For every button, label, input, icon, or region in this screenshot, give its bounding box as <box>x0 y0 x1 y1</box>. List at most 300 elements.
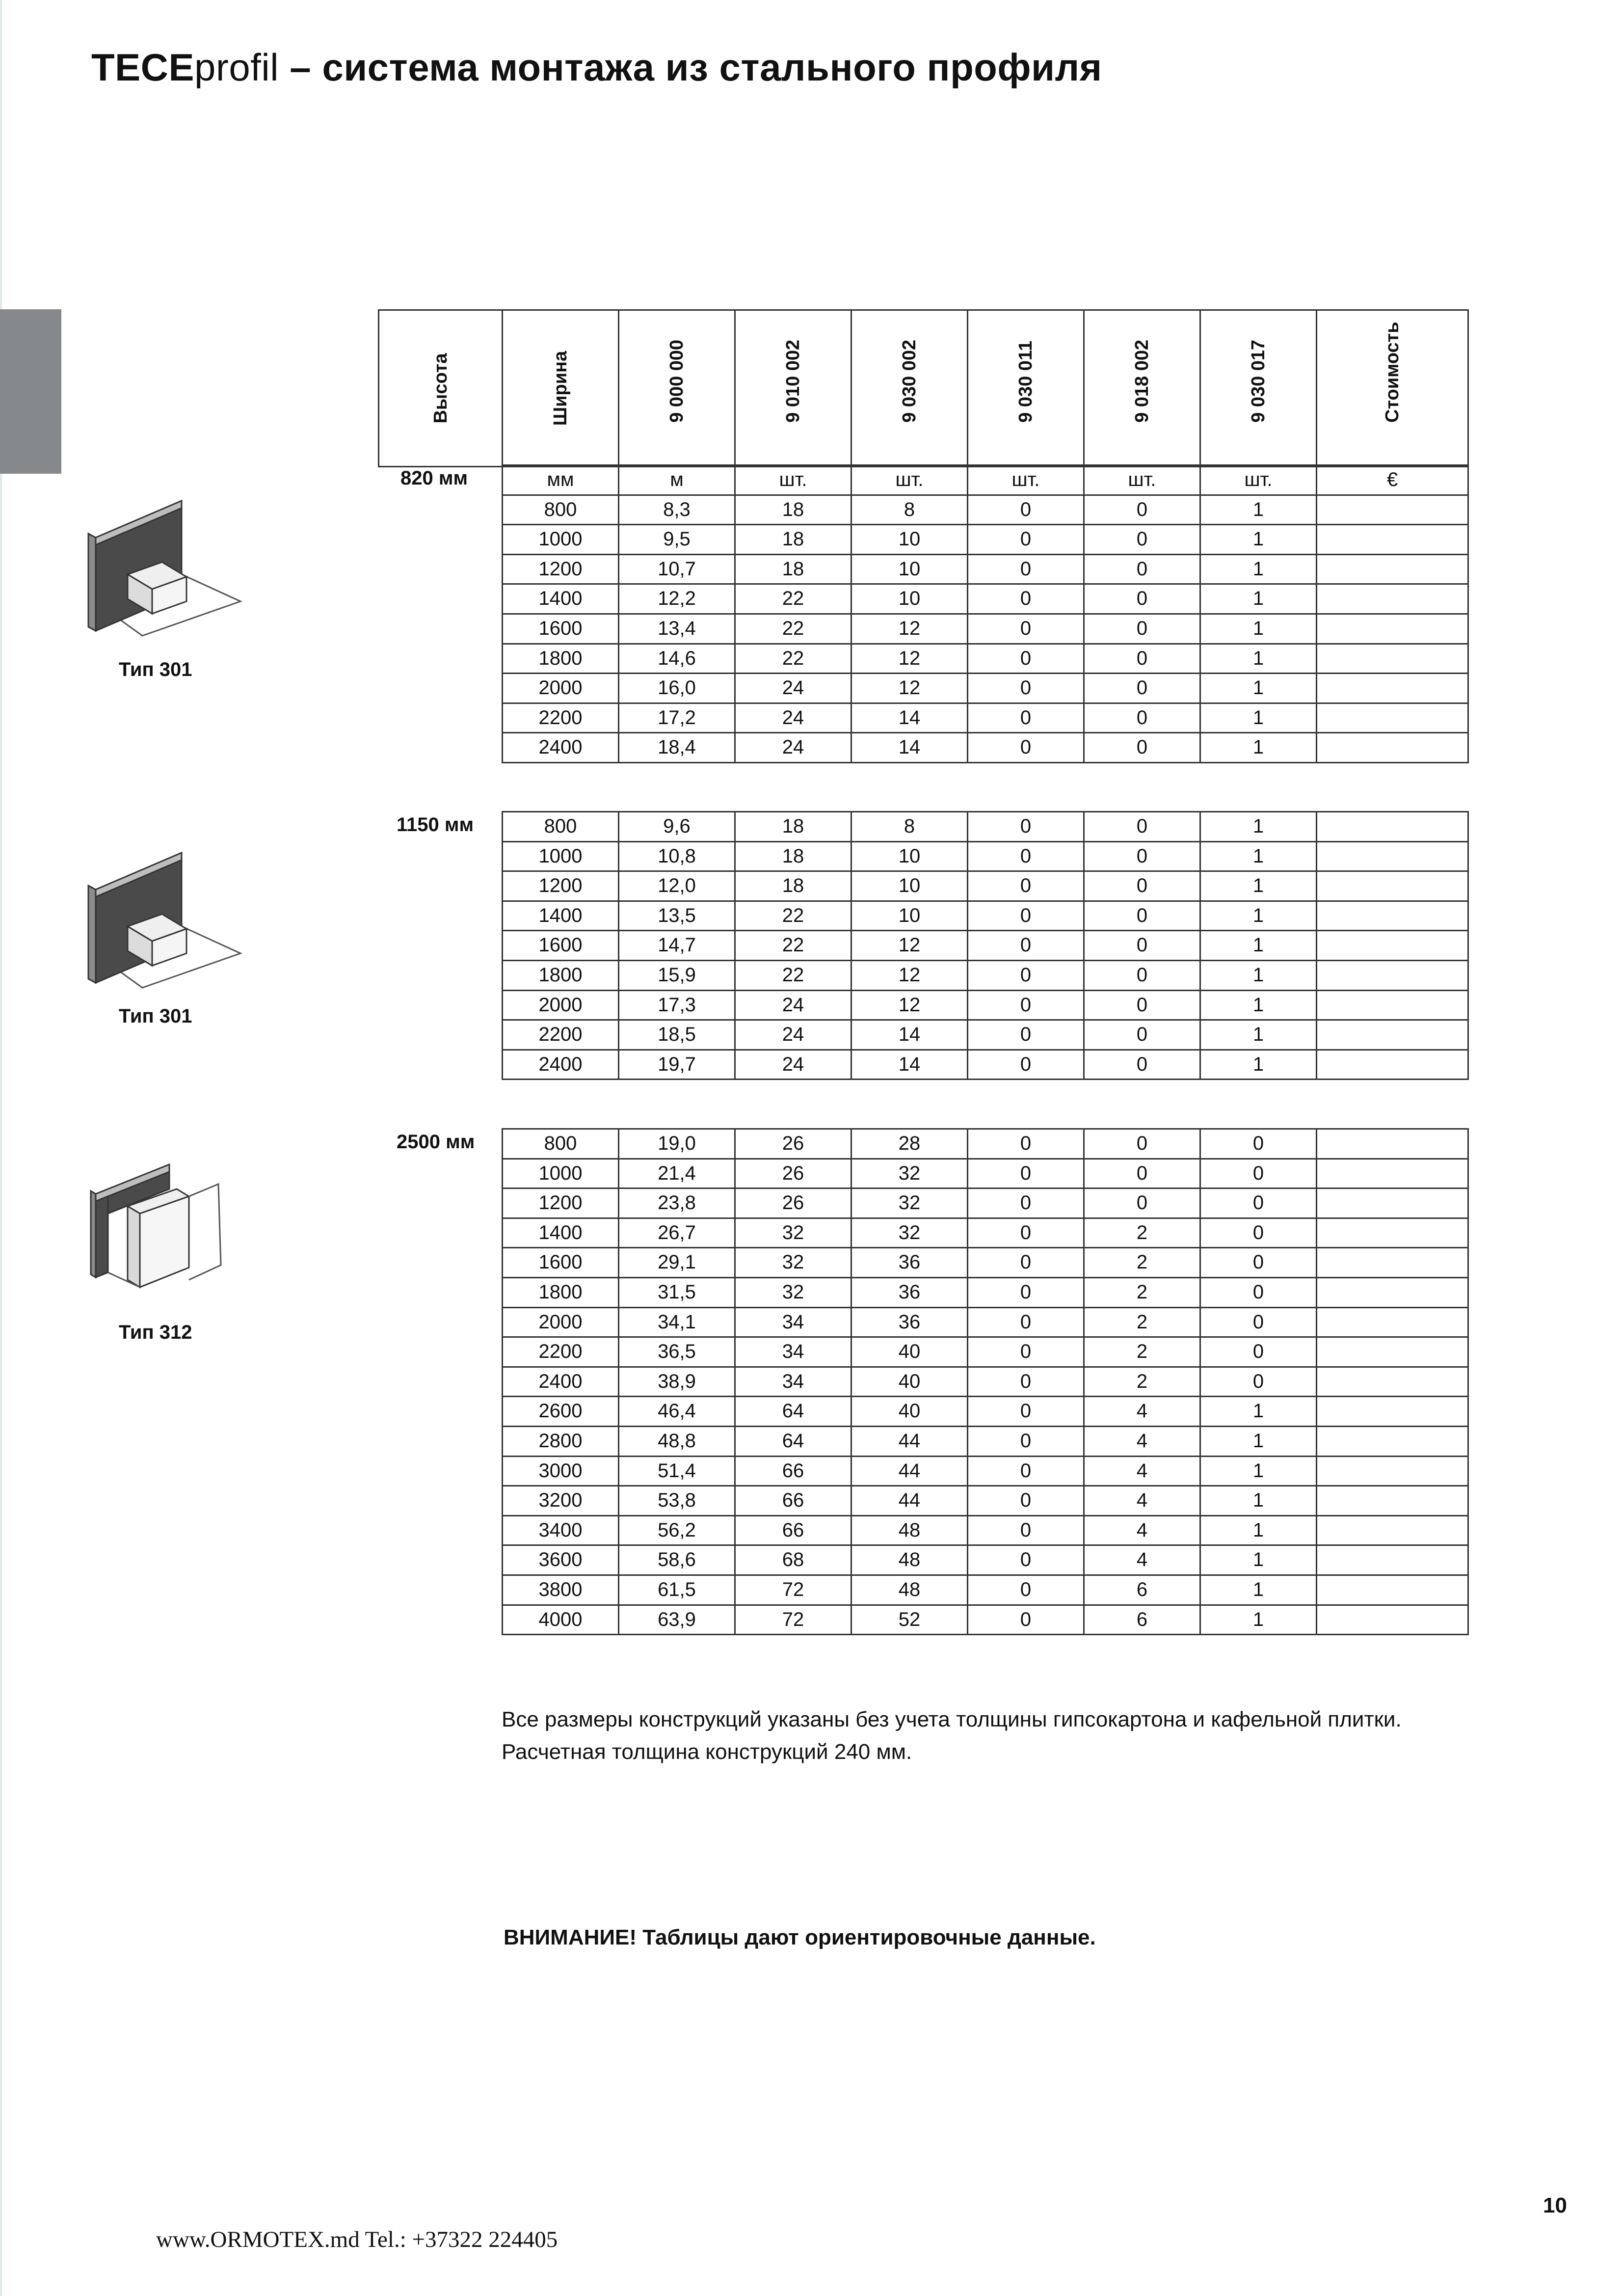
cost-cell[interactable] <box>1317 525 1468 555</box>
table-cell: 0 <box>968 1159 1084 1189</box>
table-row <box>503 674 1468 703</box>
title-rest: – система монтажа из стального профиля <box>279 46 1102 89</box>
table-cell: 64 <box>735 1426 851 1456</box>
table-cell: 3200 <box>503 1486 619 1516</box>
table-cell: 0 <box>968 644 1084 674</box>
column-header-table <box>378 309 1469 467</box>
table-row <box>503 931 1468 961</box>
table-cell: 2200 <box>503 703 619 733</box>
section-height-label: 820 мм <box>400 467 468 489</box>
unit-cell: мм <box>503 465 619 495</box>
cost-cell[interactable] <box>1317 1277 1468 1307</box>
table-cell: 44 <box>851 1486 968 1516</box>
table-row <box>503 1337 1468 1367</box>
table-row <box>503 1426 1468 1456</box>
table-cell: 0 <box>1084 614 1200 644</box>
table-cell: 26 <box>735 1159 851 1189</box>
cost-cell[interactable] <box>1317 931 1468 961</box>
table-cell: 0 <box>968 1050 1084 1080</box>
table-cell: 64 <box>735 1397 851 1427</box>
table-cell: 18 <box>735 525 851 555</box>
table-cell: 10 <box>851 554 968 584</box>
table-cell: 18 <box>735 871 851 901</box>
table-row <box>503 1575 1468 1605</box>
table-cell: 1 <box>1200 1397 1317 1427</box>
col-header-9030002: 9 030 002 <box>851 310 968 467</box>
table-cell: 2000 <box>503 674 619 703</box>
table-row <box>503 1050 1468 1080</box>
table-cell: 0 <box>1084 584 1200 614</box>
table-cell: 1400 <box>503 584 619 614</box>
table-cell: 26 <box>735 1189 851 1218</box>
table-row <box>503 1515 1468 1545</box>
table-cell: 2400 <box>503 1050 619 1080</box>
table-cell: 40 <box>851 1367 968 1397</box>
table-cell: 2 <box>1084 1277 1200 1307</box>
table-cell: 0 <box>968 990 1084 1020</box>
table-cell: 34 <box>735 1367 851 1397</box>
table-cell: 44 <box>851 1456 968 1486</box>
table-cell: 0 <box>968 1397 1084 1427</box>
table-cell: 18,5 <box>619 1020 735 1050</box>
table-cell: 0 <box>968 1189 1084 1218</box>
table-cell: 0 <box>968 703 1084 733</box>
table-cell: 0 <box>968 901 1084 931</box>
table-cell: 14 <box>851 1050 968 1080</box>
table-cell: 1200 <box>503 554 619 584</box>
table-cell: 52 <box>851 1605 968 1635</box>
table-cell: 3800 <box>503 1575 619 1605</box>
table-row <box>503 1545 1468 1575</box>
table-cell: 22 <box>735 644 851 674</box>
unit-cell: шт. <box>968 465 1084 495</box>
table-cell: 18,4 <box>619 733 735 763</box>
table-cell: 48,8 <box>619 1426 735 1456</box>
table-cell: 1000 <box>503 841 619 871</box>
table-cell: 2200 <box>503 1337 619 1367</box>
table-cell: 58,6 <box>619 1545 735 1575</box>
units-row <box>503 465 1468 495</box>
table-row <box>503 554 1468 584</box>
type-label: Тип 301 <box>119 659 192 680</box>
table-cell: 1 <box>1200 554 1317 584</box>
table-cell: 0 <box>968 495 1084 525</box>
table-cell: 800 <box>503 495 619 525</box>
table-cell: 23,8 <box>619 1189 735 1218</box>
cost-cell[interactable] <box>1317 1189 1468 1218</box>
cost-cell[interactable] <box>1317 1050 1468 1080</box>
table-cell: 72 <box>735 1575 851 1605</box>
table-cell: 1 <box>1200 703 1317 733</box>
table-cell: 1200 <box>503 871 619 901</box>
table-cell: 1 <box>1200 674 1317 703</box>
table-cell: 2800 <box>503 1426 619 1456</box>
cost-cell[interactable] <box>1317 901 1468 931</box>
cost-cell[interactable] <box>1317 871 1468 901</box>
table-cell: 1400 <box>503 901 619 931</box>
table-cell: 0 <box>1084 1020 1200 1050</box>
table-cell: 0 <box>1084 990 1200 1020</box>
table-cell: 29,1 <box>619 1248 735 1278</box>
table-cell: 38,9 <box>619 1367 735 1397</box>
table-cell: 0 <box>1084 871 1200 901</box>
table-cell: 18 <box>735 495 851 525</box>
table-cell: 12,0 <box>619 871 735 901</box>
table-cell: 0 <box>968 1605 1084 1635</box>
table-cell: 0 <box>1084 901 1200 931</box>
table-cell: 63,9 <box>619 1605 735 1635</box>
table-cell: 2000 <box>503 1307 619 1337</box>
table-cell: 1 <box>1200 901 1317 931</box>
table-cell: 36,5 <box>619 1337 735 1367</box>
section-side-tab <box>0 309 61 474</box>
table-cell: 2600 <box>503 1397 619 1427</box>
table-row <box>503 1189 1468 1218</box>
page-number: 10 <box>1543 2193 1567 2217</box>
table-cell: 0 <box>968 1426 1084 1456</box>
table-cell: 32 <box>735 1218 851 1248</box>
table-cell: 1600 <box>503 931 619 961</box>
table-cell: 32 <box>851 1159 968 1189</box>
table-cell: 22 <box>735 584 851 614</box>
table-cell: 9,5 <box>619 525 735 555</box>
table-cell: 1 <box>1200 495 1317 525</box>
table-cell: 24 <box>735 733 851 763</box>
table-cell: 1 <box>1200 841 1317 871</box>
table-cell: 4 <box>1084 1397 1200 1427</box>
table-cell: 51,4 <box>619 1456 735 1486</box>
table-cell: 14 <box>851 733 968 763</box>
table-cell: 24 <box>735 1020 851 1050</box>
cost-cell[interactable] <box>1317 1367 1468 1397</box>
table-cell: 2 <box>1084 1367 1200 1397</box>
table-cell: 68 <box>735 1545 851 1575</box>
table-cell: 4 <box>1084 1426 1200 1456</box>
unit-cell: м <box>619 465 735 495</box>
table-cell: 0 <box>1084 495 1200 525</box>
table-cell: 0 <box>968 812 1084 842</box>
cost-cell[interactable] <box>1317 1337 1468 1367</box>
table-cell: 1 <box>1200 1486 1317 1516</box>
table-cell: 66 <box>735 1456 851 1486</box>
cost-cell[interactable] <box>1317 1456 1468 1486</box>
table-cell: 19,7 <box>619 1050 735 1080</box>
table-cell: 1 <box>1200 990 1317 1020</box>
table-cell: 10,7 <box>619 554 735 584</box>
cost-cell[interactable] <box>1317 674 1468 703</box>
table-cell: 1 <box>1200 1575 1317 1605</box>
col-header-cost: Стоимость <box>1317 310 1468 467</box>
table-cell: 66 <box>735 1515 851 1545</box>
unit-cell: шт. <box>851 465 968 495</box>
table-cell: 0 <box>968 1248 1084 1278</box>
table-cell: 1000 <box>503 525 619 555</box>
table-row <box>503 644 1468 674</box>
col-header-9000000: 9 000 000 <box>619 310 735 467</box>
table-cell: 0 <box>1084 812 1200 842</box>
table-cell: 4 <box>1084 1545 1200 1575</box>
table-cell: 0 <box>968 1456 1084 1486</box>
cost-cell[interactable] <box>1317 703 1468 733</box>
table-cell: 0 <box>968 554 1084 584</box>
table-cell: 1 <box>1200 1456 1317 1486</box>
table-cell: 0 <box>1084 674 1200 703</box>
table-cell: 0 <box>1200 1307 1317 1337</box>
table-cell: 16,0 <box>619 674 735 703</box>
table-cell: 26 <box>735 1129 851 1159</box>
table-cell: 40 <box>851 1397 968 1427</box>
spec-table-1150 <box>502 811 1469 1080</box>
table-row <box>503 841 1468 871</box>
table-cell: 0 <box>1084 703 1200 733</box>
table-cell: 4000 <box>503 1605 619 1635</box>
table-cell: 4 <box>1084 1486 1200 1516</box>
table-cell: 1800 <box>503 1277 619 1307</box>
cost-cell[interactable] <box>1317 1307 1468 1337</box>
table-cell: 2400 <box>503 1367 619 1397</box>
warning-text: ВНИМАНИЕ! Таблицы дают ориентировочные данные. <box>504 1925 1096 1949</box>
table-cell: 17,2 <box>619 703 735 733</box>
table-row <box>503 901 1468 931</box>
table-cell: 32 <box>851 1218 968 1248</box>
table-cell: 0 <box>1200 1159 1317 1189</box>
cost-cell[interactable] <box>1317 614 1468 644</box>
table-cell: 0 <box>1084 525 1200 555</box>
cost-cell[interactable] <box>1317 841 1468 871</box>
cost-cell[interactable] <box>1317 554 1468 584</box>
col-header-9010002: 9 010 002 <box>735 310 851 467</box>
wall-frame-type-301-icon <box>83 488 250 650</box>
table-cell: 1 <box>1200 733 1317 763</box>
table-cell: 12 <box>851 960 968 990</box>
table-cell: 1 <box>1200 525 1317 555</box>
table-row <box>503 1218 1468 1248</box>
table-row <box>503 1277 1468 1307</box>
table-cell: 1 <box>1200 1020 1317 1050</box>
table-cell: 1000 <box>503 1159 619 1189</box>
wall-frame-type-312-icon <box>88 1160 236 1297</box>
table-cell: 8 <box>851 812 968 842</box>
unit-cell: шт. <box>1084 465 1200 495</box>
table-row <box>503 1486 1468 1516</box>
table-cell: 1 <box>1200 1515 1317 1545</box>
cost-cell[interactable] <box>1317 1159 1468 1189</box>
table-cell: 1 <box>1200 871 1317 901</box>
table-cell: 24 <box>735 990 851 1020</box>
table-cell: 12,2 <box>619 584 735 614</box>
table-cell: 14 <box>851 703 968 733</box>
table-cell: 0 <box>968 674 1084 703</box>
wall-frame-type-301-icon <box>83 840 250 1002</box>
table-row <box>503 990 1468 1020</box>
unit-cell: € <box>1317 465 1468 495</box>
table-cell: 4 <box>1084 1515 1200 1545</box>
cost-cell[interactable] <box>1317 960 1468 990</box>
table-cell: 1 <box>1200 1426 1317 1456</box>
table-cell: 0 <box>1084 1129 1200 1159</box>
table-cell: 15,9 <box>619 960 735 990</box>
cost-cell[interactable] <box>1317 812 1468 842</box>
table-cell: 21,4 <box>619 1159 735 1189</box>
table-cell: 800 <box>503 812 619 842</box>
table-cell: 3400 <box>503 1515 619 1545</box>
cost-cell[interactable] <box>1317 1426 1468 1456</box>
table-cell: 24 <box>735 674 851 703</box>
cost-cell[interactable] <box>1317 584 1468 614</box>
table-row <box>503 1605 1468 1635</box>
table-cell: 1600 <box>503 614 619 644</box>
table-cell: 1 <box>1200 644 1317 674</box>
table-cell: 0 <box>1200 1367 1317 1397</box>
table-cell: 12 <box>851 990 968 1020</box>
table-cell: 6 <box>1084 1605 1200 1635</box>
table-cell: 12 <box>851 931 968 961</box>
cost-cell[interactable] <box>1317 1575 1468 1605</box>
col-header-9030017: 9 030 017 <box>1200 310 1317 467</box>
table-cell: 56,2 <box>619 1515 735 1545</box>
table-cell: 12 <box>851 644 968 674</box>
table-cell: 0 <box>1084 1050 1200 1080</box>
table-row <box>503 1397 1468 1427</box>
cost-cell[interactable] <box>1317 1129 1468 1159</box>
table-cell: 14,7 <box>619 931 735 961</box>
table-cell: 0 <box>968 1367 1084 1397</box>
table-cell: 0 <box>968 733 1084 763</box>
table-cell: 0 <box>1200 1277 1317 1307</box>
table-cell: 24 <box>735 1050 851 1080</box>
table-row <box>503 614 1468 644</box>
table-cell: 1 <box>1200 1605 1317 1635</box>
cost-cell[interactable] <box>1317 1486 1468 1516</box>
table-cell: 17,3 <box>619 990 735 1020</box>
table-cell: 10 <box>851 525 968 555</box>
cost-cell[interactable] <box>1317 644 1468 674</box>
table-row <box>503 1020 1468 1050</box>
cost-cell[interactable] <box>1317 1515 1468 1545</box>
table-cell: 14 <box>851 1020 968 1050</box>
table-cell: 0 <box>1084 1159 1200 1189</box>
table-cell: 34 <box>735 1337 851 1367</box>
table-cell: 22 <box>735 960 851 990</box>
table-row <box>503 1248 1468 1278</box>
table-cell: 1 <box>1200 960 1317 990</box>
table-cell: 12 <box>851 614 968 644</box>
table-cell: 36 <box>851 1248 968 1278</box>
table-cell: 1800 <box>503 644 619 674</box>
table-cell: 53,8 <box>619 1486 735 1516</box>
table-cell: 10 <box>851 841 968 871</box>
table-cell: 1 <box>1200 1545 1317 1575</box>
note-line-2: Расчетная толщина конструкций 240 мм. <box>502 1740 912 1764</box>
table-cell: 1 <box>1200 584 1317 614</box>
table-cell: 61,5 <box>619 1575 735 1605</box>
table-cell: 34,1 <box>619 1307 735 1337</box>
table-cell: 9,6 <box>619 812 735 842</box>
table-cell: 48 <box>851 1575 968 1605</box>
table-cell: 0 <box>968 1337 1084 1367</box>
table-cell: 0 <box>968 1307 1084 1337</box>
table-cell: 46,4 <box>619 1397 735 1427</box>
table-cell: 0 <box>968 1129 1084 1159</box>
cost-cell[interactable] <box>1317 990 1468 1020</box>
table-cell: 0 <box>968 1486 1084 1516</box>
table-row <box>503 495 1468 525</box>
table-cell: 8,3 <box>619 495 735 525</box>
spec-table-2500 <box>502 1128 1469 1635</box>
table-cell: 36 <box>851 1277 968 1307</box>
section-height-label: 1150 мм <box>397 814 474 836</box>
table-cell: 2 <box>1084 1248 1200 1278</box>
table-cell: 22 <box>735 931 851 961</box>
unit-cell: шт. <box>1200 465 1317 495</box>
table-cell: 2 <box>1084 1337 1200 1367</box>
table-cell: 0 <box>1084 841 1200 871</box>
table-cell: 24 <box>735 703 851 733</box>
cost-cell[interactable] <box>1317 733 1468 763</box>
table-cell: 0 <box>1200 1248 1317 1278</box>
table-cell: 66 <box>735 1486 851 1516</box>
table-row <box>503 960 1468 990</box>
table-cell: 18 <box>735 554 851 584</box>
table-cell: 0 <box>1084 644 1200 674</box>
table-cell: 800 <box>503 1129 619 1159</box>
cost-cell[interactable] <box>1317 1397 1468 1427</box>
cost-cell[interactable] <box>1317 495 1468 525</box>
unit-cell: шт. <box>735 465 851 495</box>
table-cell: 0 <box>1200 1189 1317 1218</box>
table-cell: 10 <box>851 871 968 901</box>
table-cell: 0 <box>968 931 1084 961</box>
table-cell: 13,5 <box>619 901 735 931</box>
table-cell: 1400 <box>503 1218 619 1248</box>
table-cell: 0 <box>968 1515 1084 1545</box>
table-row <box>503 1367 1468 1397</box>
cost-cell[interactable] <box>1317 1218 1468 1248</box>
table-cell: 0 <box>968 960 1084 990</box>
spec-table-820 <box>502 464 1469 763</box>
table-cell: 0 <box>968 1277 1084 1307</box>
footer-contact: www.ORMOTEX.md Tel.: +37322 224405 <box>156 2227 558 2252</box>
table-cell: 10,8 <box>619 841 735 871</box>
table-cell: 0 <box>1084 931 1200 961</box>
table-cell: 19,0 <box>619 1129 735 1159</box>
table-row <box>503 1456 1468 1486</box>
table-cell: 72 <box>735 1605 851 1635</box>
table-cell: 0 <box>968 584 1084 614</box>
cost-cell[interactable] <box>1317 1248 1468 1278</box>
col-header-width: Ширина <box>503 310 619 467</box>
table-cell: 0 <box>968 841 1084 871</box>
table-cell: 0 <box>968 1020 1084 1050</box>
table-row <box>503 812 1468 842</box>
table-cell: 0 <box>1200 1218 1317 1248</box>
col-header-9018002: 9 018 002 <box>1084 310 1200 467</box>
cost-cell[interactable] <box>1317 1020 1468 1050</box>
note-line-1: Все размеры конструкций указаны без учета толщины гипсокартона и кафельной плитки. <box>502 1707 1402 1731</box>
table-cell: 3600 <box>503 1545 619 1575</box>
cost-cell[interactable] <box>1317 1545 1468 1575</box>
table-cell: 10 <box>851 901 968 931</box>
table-cell: 0 <box>968 525 1084 555</box>
table-row <box>503 584 1468 614</box>
table-cell: 2400 <box>503 733 619 763</box>
table-cell: 0 <box>968 1575 1084 1605</box>
table-cell: 44 <box>851 1426 968 1456</box>
table-cell: 1 <box>1200 931 1317 961</box>
table-cell: 1600 <box>503 1248 619 1278</box>
cost-cell[interactable] <box>1317 1605 1468 1635</box>
table-cell: 18 <box>735 812 851 842</box>
